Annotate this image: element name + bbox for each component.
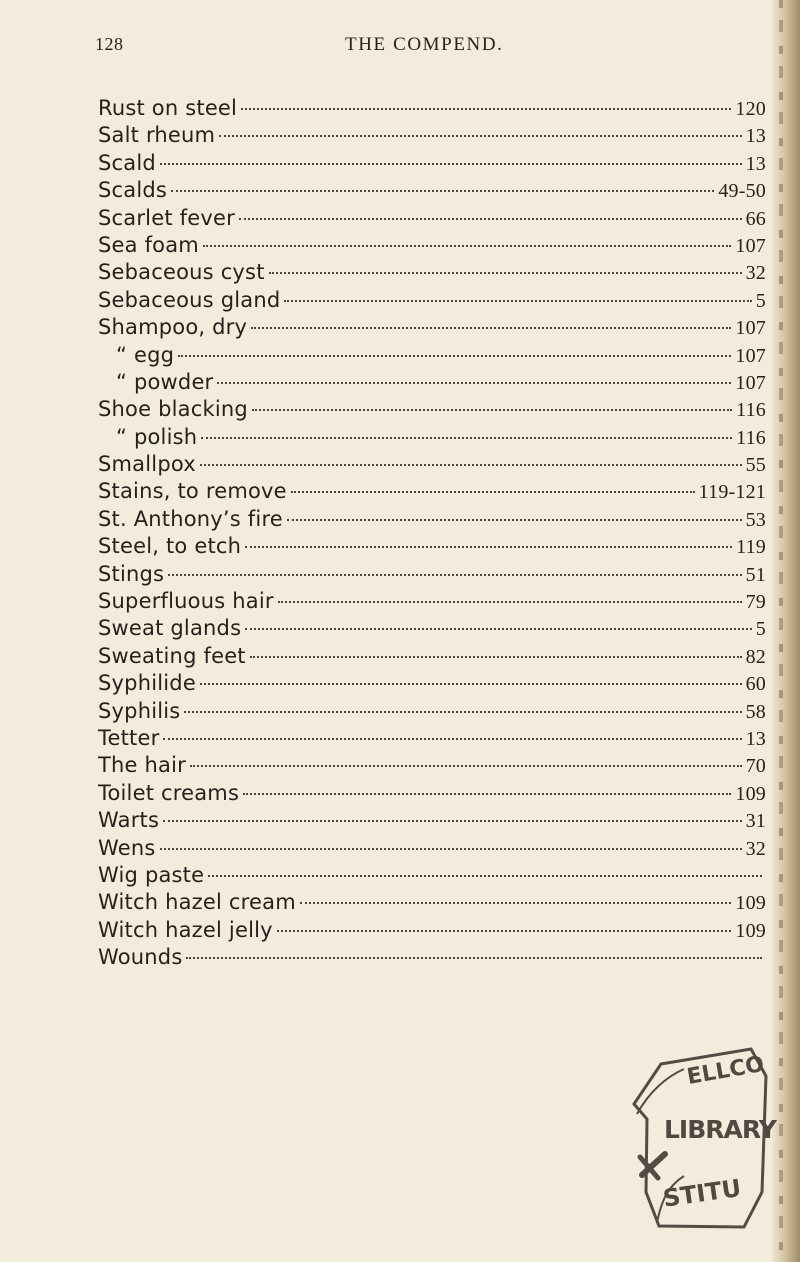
index-entry: [98, 451, 766, 478]
index-term: Scald: [98, 150, 156, 175]
page-reference: 120: [735, 98, 766, 120]
dot-leader: [163, 818, 741, 822]
index-entry: [98, 95, 766, 122]
dot-leader: [252, 407, 732, 411]
dot-leader: [277, 928, 732, 932]
index-entry: [98, 287, 766, 314]
dot-leader: [245, 544, 732, 548]
page-reference: 70: [745, 755, 766, 778]
index-term: Wig paste: [98, 862, 205, 887]
index-term: Superfluous hair: [98, 589, 274, 614]
dot-leader: [284, 298, 751, 302]
page-reference: 55: [745, 454, 766, 477]
dot-leader: [251, 325, 731, 329]
page-reference: 13: [745, 152, 766, 175]
dot-leader: [219, 133, 741, 137]
index-entry: [98, 506, 766, 533]
index-term: Wounds: [98, 945, 183, 970]
page-reference: 109: [735, 892, 766, 915]
dot-leader: [201, 435, 732, 439]
dot-leader: [250, 654, 742, 658]
index-term: Sebaceous cyst: [98, 260, 265, 285]
page-reference: 107: [735, 317, 766, 340]
page-reference: 79: [745, 591, 766, 614]
index-entry: [98, 780, 766, 807]
index-term: Syphilide: [98, 671, 196, 696]
index-entry: [98, 889, 766, 916]
index-term: Scarlet fever: [98, 205, 235, 230]
index-entry: [98, 643, 766, 670]
dot-leader: [269, 270, 742, 274]
page-number: 128: [95, 34, 124, 54]
page-reference: 51: [745, 563, 766, 586]
dot-leader: [243, 791, 731, 795]
page-reference: 13: [745, 727, 766, 750]
index-term: “ polish: [116, 424, 198, 449]
index-entry: [98, 807, 766, 834]
dot-leader: [171, 188, 714, 192]
page-reference: 116: [736, 399, 766, 422]
index-entry: [98, 944, 766, 971]
index-term: Scalds: [98, 178, 168, 203]
dot-leader: [287, 517, 742, 521]
library-stamp-icon: [632, 1042, 776, 1230]
index-entry: [98, 615, 766, 642]
dot-leader: [291, 489, 695, 493]
stamp-top-text: ELLCO: [685, 1051, 767, 1091]
page-reference: 5: [755, 618, 766, 641]
dot-leader: [241, 106, 731, 110]
page-reference: 32: [745, 837, 766, 860]
index-term: “ powder: [116, 369, 214, 394]
index-term: Smallpox: [98, 452, 196, 477]
index-entry: [98, 259, 766, 286]
index-entry: [98, 725, 766, 752]
index-entry: [98, 177, 766, 204]
index-entry: [98, 396, 766, 423]
index-entry: [98, 342, 766, 369]
index-term: Witch hazel jelly: [98, 917, 273, 942]
index-entry: [98, 424, 766, 451]
page-reference: 66: [745, 207, 766, 230]
index-term: Sea foam: [98, 232, 199, 257]
index-entry: [98, 150, 766, 177]
index-entry: [98, 752, 766, 779]
index-entry: [98, 232, 766, 259]
index-term: Warts: [98, 808, 160, 833]
dot-leader: [217, 380, 731, 384]
page-reference: 53: [745, 508, 766, 531]
index-term: Salt rheum: [98, 123, 216, 148]
index-term: The hair: [98, 753, 186, 778]
index-entry: [98, 670, 766, 697]
page-reference: 109: [735, 782, 766, 805]
index-term: Steel, to etch: [98, 534, 242, 559]
page-reference: 107: [735, 371, 766, 394]
index-term: Shoe blacking: [98, 397, 248, 422]
index-term: St. Anthony’s fire: [98, 506, 283, 531]
stamp-middle-text: LIBRARY: [664, 1115, 776, 1144]
library-stamp: [632, 1042, 776, 1230]
dot-leader: [208, 873, 762, 877]
dot-leader: [245, 626, 752, 630]
index-entry: [98, 835, 766, 862]
index-entry: [98, 862, 766, 889]
page-reference: 119: [736, 536, 766, 559]
index-entry: [98, 122, 766, 149]
index-term: Shampoo, dry: [98, 315, 248, 340]
index-entry: [98, 314, 766, 341]
index-entry: [98, 698, 766, 725]
page-reference: 60: [745, 673, 766, 696]
stamp-bottom-text: STITU: [661, 1174, 743, 1213]
index-term: “ egg: [116, 342, 175, 367]
page-reference: 32: [745, 262, 766, 285]
page-reference: 49-50: [718, 180, 766, 203]
page-header: [95, 30, 765, 62]
index-entry: [98, 917, 766, 944]
index-term: Syphilis: [98, 698, 181, 723]
page-reference: 5: [755, 289, 766, 312]
dot-leader: [278, 599, 742, 603]
page-reference: 13: [745, 125, 766, 148]
dot-leader: [184, 709, 741, 713]
dot-leader: [300, 900, 731, 904]
index-list: [98, 95, 766, 972]
page-reference: 109: [735, 919, 766, 942]
index-term: Rust on steel: [98, 96, 238, 120]
dot-leader: [160, 846, 742, 850]
running-title: THE COMPEND.: [345, 34, 504, 55]
index-term: Sweating feet: [98, 643, 246, 668]
page-reference: 82: [745, 645, 766, 668]
index-term: Sebaceous gland: [98, 287, 281, 312]
index-term: Toilet creams: [98, 780, 240, 805]
dot-leader: [168, 572, 741, 576]
index-term: Sweat glands: [98, 616, 242, 641]
index-entry: [98, 478, 766, 505]
index-term: Stains, to remove: [98, 479, 287, 504]
dot-leader: [190, 763, 742, 767]
page-reference: 107: [735, 344, 766, 367]
dot-leader: [186, 955, 762, 959]
dot-leader: [200, 681, 742, 685]
page-reference: 107: [735, 234, 766, 257]
index-term: Wens: [98, 835, 156, 860]
page-edge: [772, 0, 800, 1262]
page-reference: 119-121: [698, 481, 766, 504]
index-term: Tetter: [98, 725, 160, 750]
dot-leader: [178, 353, 731, 357]
dot-leader: [163, 736, 741, 740]
dot-leader: [239, 216, 742, 220]
index-term: Stings: [98, 561, 165, 586]
dot-leader: [200, 462, 742, 466]
dot-leader: [203, 243, 731, 247]
index-term: Witch hazel cream: [98, 890, 296, 915]
page-reference: 58: [745, 700, 766, 723]
index-entry: [98, 533, 766, 560]
index-entry: [98, 561, 766, 588]
dot-leader: [160, 161, 742, 165]
index-entry: [98, 205, 766, 232]
page-reference: 31: [745, 810, 766, 833]
index-entry: [98, 369, 766, 396]
page-reference: 116: [736, 426, 766, 449]
index-entry: [98, 588, 766, 615]
